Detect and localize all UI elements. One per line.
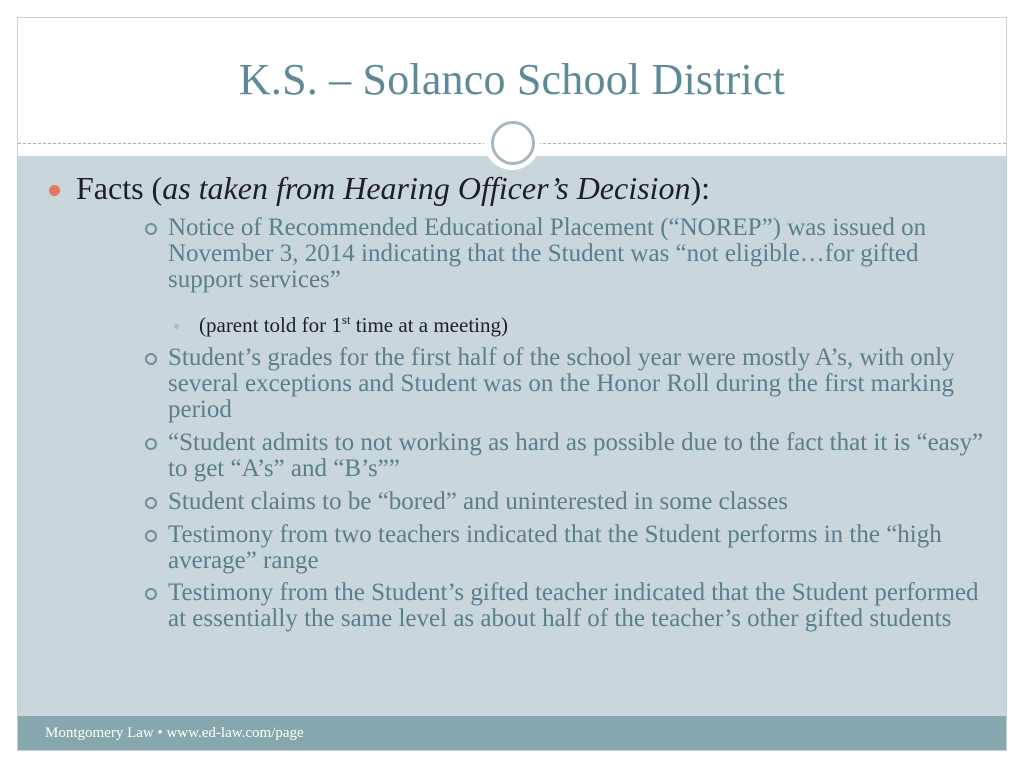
- heading-italic: as taken from Hearing Officer’s Decision: [162, 170, 691, 206]
- slide-title: K.S. – Solanco School District: [238, 55, 786, 104]
- item-bullet-icon: [145, 530, 157, 542]
- sub-note-sup: st: [341, 312, 351, 327]
- fact-item: Student’s grades for the first half of the school year were mostly A’s, with only several exceptions and Student was on the Honor Roll during the first marking period: [168, 344, 955, 423]
- fact-item: Testimony from the Student’s gifted teacher indicated that the Student performed at essentially the same level as about half of the teacher’s other gifted students: [168, 579, 979, 632]
- sub-bullet-icon: [174, 324, 179, 329]
- heading-prefix: Facts (: [76, 170, 163, 206]
- fact-item: Notice of Recommended Educational Placement (“NOREP”) was issued on November 3, 2014 indicating that the Student was “not eligible…for gifted support services”: [168, 214, 927, 293]
- fact-item: Student claims to be “bored” and uninterested in some classes: [168, 488, 788, 515]
- fact-item: “Student admits to not working as hard as possible due to the fact that it is “easy” to get “A’s” and “B’s””: [168, 429, 984, 482]
- sub-note-before: (parent told for 1: [199, 313, 342, 337]
- footer: [18, 716, 1006, 751]
- item-bullet-icon: [145, 588, 157, 600]
- divider-ring-icon: [491, 121, 535, 165]
- heading-bullet-icon: [49, 185, 60, 196]
- facts-heading: [76, 170, 710, 207]
- fact-item: Testimony from two teachers indicated that the Student performs in the “high average” range: [168, 521, 942, 574]
- slide: [17, 17, 1007, 751]
- sub-note-after: time at a meeting): [350, 313, 508, 337]
- footer-text: Montgomery Law • www.ed-law.com/page: [45, 725, 304, 741]
- item-bullet-icon: [145, 497, 157, 509]
- sub-note: [199, 313, 508, 338]
- heading-suffix: ):: [690, 170, 710, 206]
- item-bullet-icon: [145, 438, 157, 450]
- item-bullet-icon: [145, 353, 157, 365]
- item-bullet-icon: [145, 223, 157, 235]
